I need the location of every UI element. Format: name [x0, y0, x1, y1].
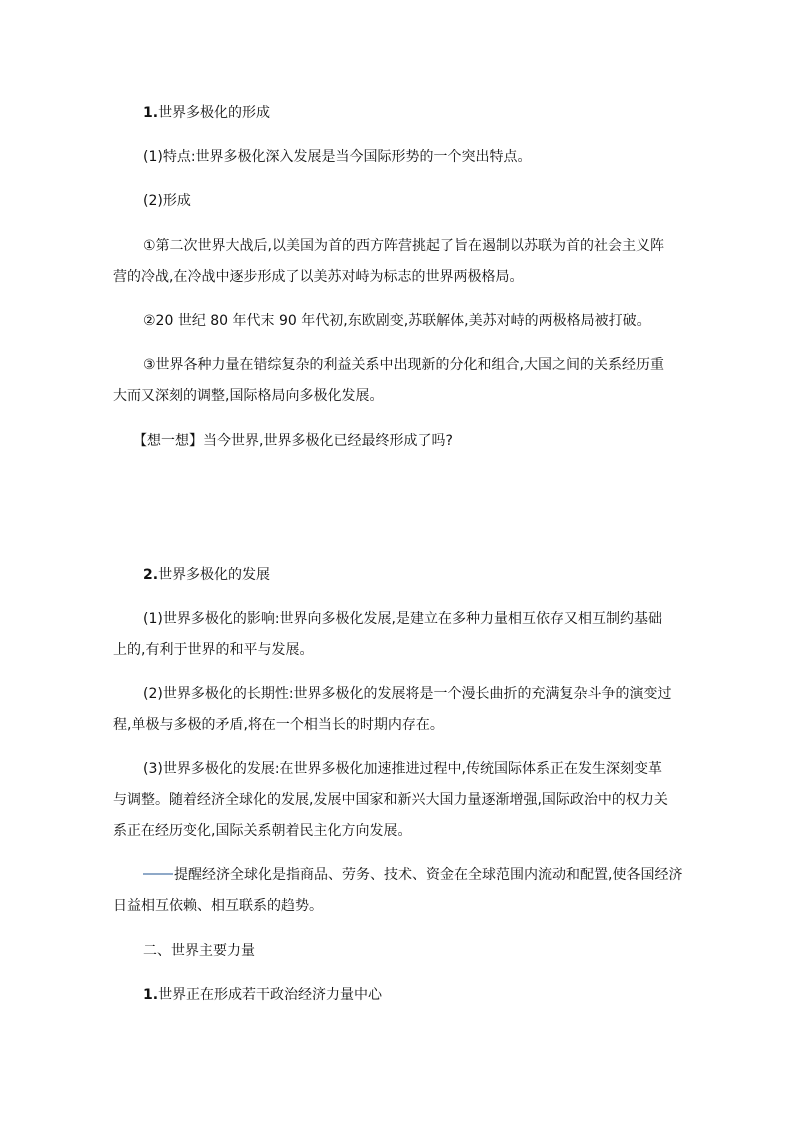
- section1-feature-paragraph: (1)特点:世界多极化深入发展是当今国际形势的一个突出特点。: [143, 149, 532, 165]
- section1-point3-line1: ③世界各种力量在错综复杂的利益关系中出现新的分化和组合,大国之间的关系经历重: [143, 357, 664, 373]
- section2-longterm-line1: (2)世界多极化的长期性:世界多极化的发展将是一个漫长曲折的充满复杂斗争的演变过: [143, 686, 672, 702]
- section2-heading-text: 世界多极化的发展: [158, 567, 271, 583]
- section2-longterm-line2: 程,单极与多极的矛盾,将在一个相当长的时期内存在。: [113, 717, 444, 733]
- part2-heading-text: 世界正在形成若干政治经济力量中心: [158, 987, 383, 1003]
- section1-heading: [143, 103, 270, 123]
- section1-point2: ②20 世纪 80 年代末 90 年代初,东欧剧变,苏联解体,美苏对峙的两极格局被打破。: [143, 313, 651, 329]
- section1-heading-number: 1.: [143, 105, 159, 121]
- section2-development-line3: 系正在经历变化,国际关系朝着民主化方向发展。: [113, 823, 412, 839]
- section2-influence-line1: (1)世界多极化的影响:世界向多极化发展,是建立在多种力量相互依存又相互制约基础: [143, 611, 662, 627]
- reminder-text: 提醒经济全球化是指商品、劳务、技术、资金在全球范围内流动和配置,使各国经济: [174, 867, 683, 883]
- section1-point1-line1: ①第二次世界大战后,以美国为首的西方阵营挑起了旨在遏制以苏联为首的社会主义阵: [143, 238, 664, 254]
- section2-heading: [143, 565, 270, 585]
- reminder-line2: 日益相互依赖、相互联系的趋势。: [113, 898, 323, 914]
- section1-point3-line2: 大而又深刻的调整,国际格局向多极化发展。: [113, 388, 384, 404]
- part2-title: 二、世界主要力量: [143, 943, 255, 959]
- reminder-marker: [143, 873, 173, 875]
- part2-heading: [143, 985, 382, 1005]
- section2-influence-line2: 上的,有利于世界的和平与发展。: [113, 642, 314, 658]
- section1-point1-line2: 营的冷战,在冷战中逐步形成了以美苏对峙为标志的世界两极格局。: [113, 269, 524, 285]
- section2-development-line2: 与调整。随着经济全球化的发展,发展中国家和新兴大国力量逐渐增强,国际政治中的权力关: [113, 792, 668, 808]
- part2-heading-number: 1.: [143, 987, 159, 1003]
- section1-formation-label: (2)形成: [143, 193, 191, 209]
- section1-heading-text: 世界多极化的形成: [158, 105, 271, 121]
- section2-heading-number: 2.: [143, 567, 159, 583]
- section2-development-line1: (3)世界多极化的发展:在世界多极化加速推进过程中,传统国际体系正在发生深刻变革: [143, 761, 662, 777]
- reminder-line1: [143, 865, 682, 885]
- think-question: 【想一想】当今世界,世界多极化已经最终形成了吗?: [133, 433, 453, 449]
